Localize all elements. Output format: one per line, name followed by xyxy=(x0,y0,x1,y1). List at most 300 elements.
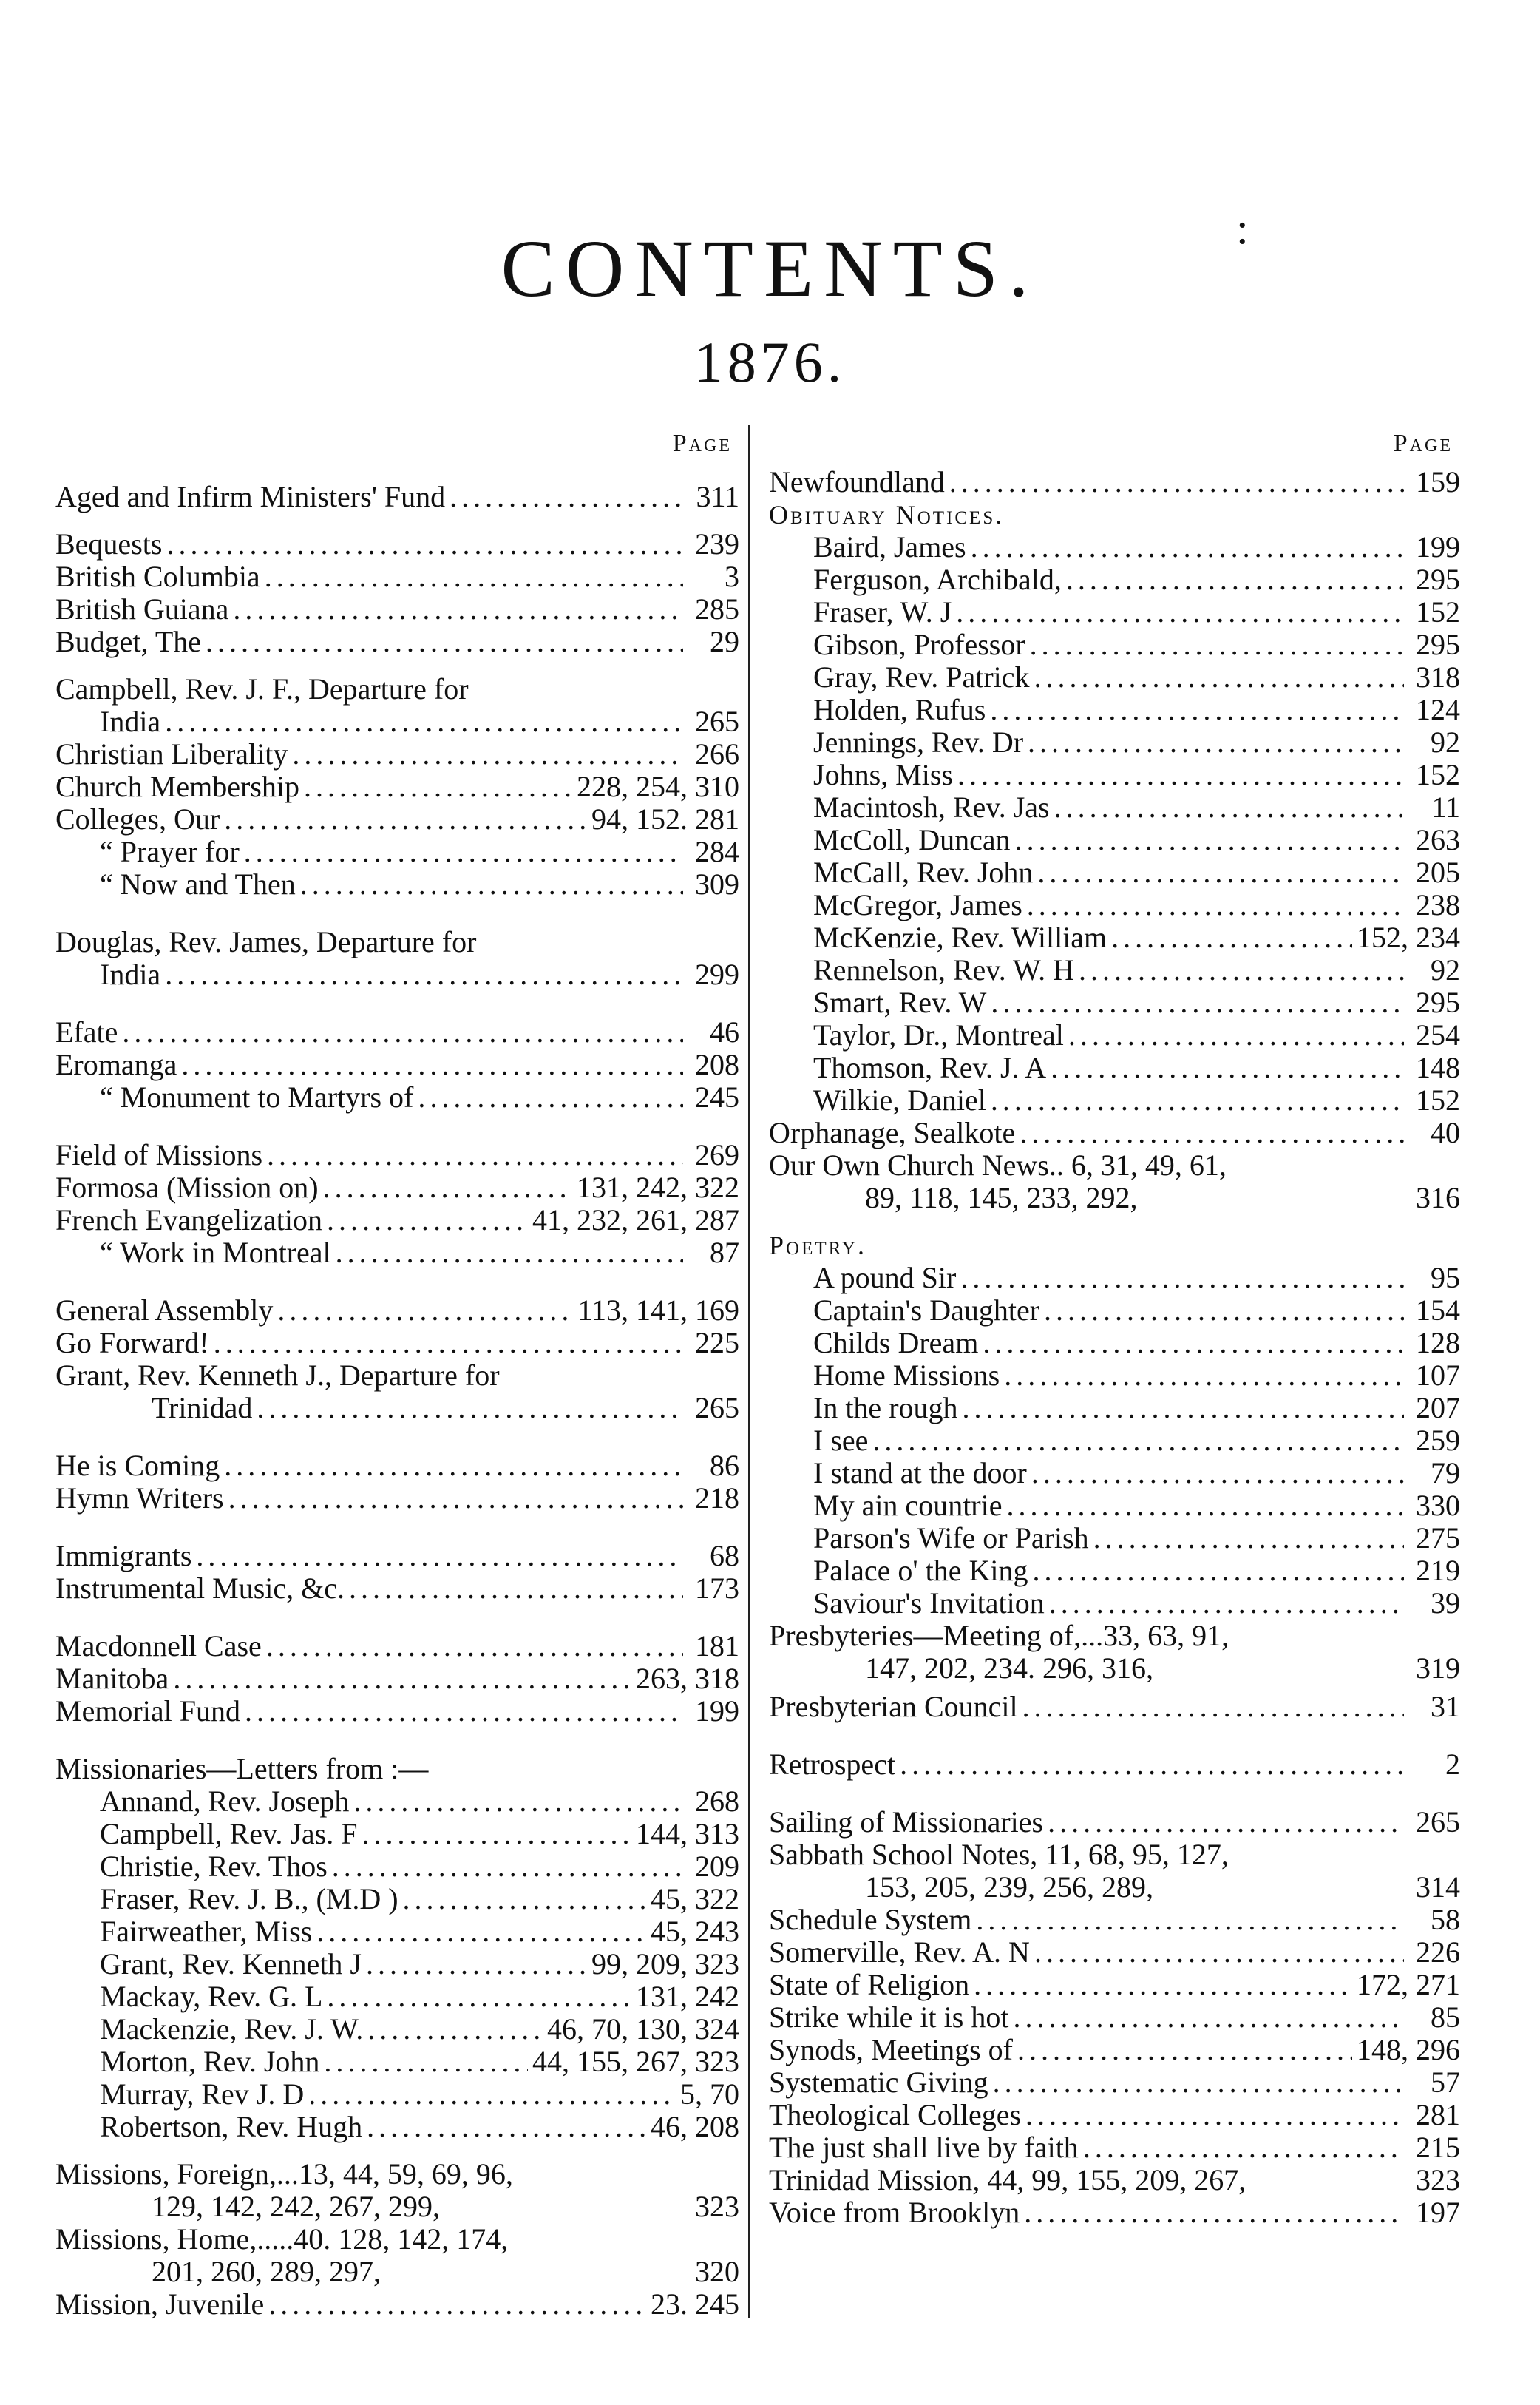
index-entry xyxy=(769,1748,1460,1781)
entry-page-numbers: 40 xyxy=(1431,1116,1460,1149)
dot-leader xyxy=(366,1948,587,1981)
entry-title: Presbyterian Council xyxy=(769,1690,1018,1723)
dot-leader xyxy=(900,1748,1404,1781)
index-entry xyxy=(55,2111,739,2143)
entry-title: “ Now and Then xyxy=(100,867,296,901)
entry-page-numbers: 68 xyxy=(710,1539,739,1572)
dot-leader xyxy=(963,1392,1404,1424)
dot-leader xyxy=(1049,1587,1404,1620)
entry-page-numbers: 311 xyxy=(696,480,739,513)
entry-page-numbers: 320 xyxy=(695,2255,739,2288)
entry-title: India xyxy=(100,958,161,991)
entry-page-numbers: 239 xyxy=(695,527,739,561)
entry-page-numbers: 154 xyxy=(1416,1293,1460,1327)
index-entry xyxy=(55,1237,739,1269)
entry-title: General Assembly xyxy=(55,1293,274,1327)
index-entry xyxy=(769,1327,1460,1359)
entry-title: Obituary Notices. xyxy=(769,500,1005,530)
entry-title: Morton, Rev. John xyxy=(100,2045,320,2078)
dot-leader xyxy=(971,531,1404,564)
dot-leader xyxy=(224,803,587,836)
entry-title: Johns, Miss xyxy=(813,758,953,791)
entry-title: Robertson, Rev. Hugh xyxy=(100,2110,363,2143)
entry-page-numbers: 197 xyxy=(1416,2196,1460,2229)
entry-title: French Evangelization xyxy=(55,1203,322,1237)
dot-leader xyxy=(165,706,683,738)
spacer xyxy=(55,513,739,528)
entry-title: Douglas, Rev. James, Departure for xyxy=(55,925,477,958)
entry-page-numbers: 265 xyxy=(695,1391,739,1424)
index-entry xyxy=(769,1691,1460,1723)
entry-title: Murray, Rev J. D xyxy=(100,2077,305,2111)
dot-leader xyxy=(957,759,1404,791)
entry-title: Saviour's Invitation xyxy=(813,1586,1045,1620)
entry-page-numbers: 172, 271 xyxy=(1357,1968,1460,2001)
entry-page-numbers: 238 xyxy=(1416,888,1460,921)
index-entry xyxy=(55,2288,739,2321)
entry-title: Theological Colleges xyxy=(769,2098,1022,2131)
entry-title: Campbell, Rev. J. F., Departure for xyxy=(55,672,469,706)
entry-page-numbers: 225 xyxy=(695,1326,739,1359)
dot-leader xyxy=(323,1171,572,1204)
dot-leader xyxy=(1013,2001,1404,2034)
spacer xyxy=(55,991,739,1016)
entry-page-numbers: 218 xyxy=(695,1481,739,1515)
entry-page-numbers: 113, 141, 169 xyxy=(577,1293,739,1327)
entry-page-numbers: 295 xyxy=(1416,563,1460,596)
index-entry xyxy=(769,1084,1460,1117)
index-entry xyxy=(769,1839,1460,1871)
entry-title: Campbell, Rev. Jas. F xyxy=(100,1817,358,1850)
dot-leader xyxy=(1034,1936,1404,1969)
dot-leader xyxy=(991,987,1404,1019)
index-entry xyxy=(769,2001,1460,2034)
dot-leader xyxy=(1028,726,1404,759)
index-entry xyxy=(55,926,739,958)
entry-title: 129, 142, 242, 267, 299, xyxy=(152,2190,440,2223)
entry-page-numbers: 29 xyxy=(710,625,739,658)
dot-leader xyxy=(224,1450,683,1482)
entry-title: A pound Sir xyxy=(813,1261,957,1294)
left-entries xyxy=(55,466,739,2321)
dot-leader xyxy=(1032,1555,1404,1587)
entry-page-numbers: 323 xyxy=(695,2190,739,2223)
index-entry xyxy=(55,1139,739,1171)
spacer xyxy=(55,1605,739,1630)
index-entry xyxy=(769,629,1460,661)
dot-leader xyxy=(257,1392,683,1424)
index-entry xyxy=(769,2196,1460,2229)
entry-title: Orphanage, Sealkote xyxy=(769,1116,1016,1149)
dot-leader xyxy=(1111,921,1352,954)
entry-page-numbers: 215 xyxy=(1416,2131,1460,2164)
entry-title: Bequests xyxy=(55,527,163,561)
dot-leader xyxy=(308,2078,676,2111)
dot-leader xyxy=(1020,1117,1404,1149)
index-entry xyxy=(55,1049,739,1081)
index-entry xyxy=(769,759,1460,791)
dot-leader xyxy=(418,1081,683,1114)
entry-page-numbers: 107 xyxy=(1416,1359,1460,1392)
dot-leader xyxy=(244,836,683,868)
entry-page-numbers: 207 xyxy=(1416,1391,1460,1424)
index-entry xyxy=(55,1450,739,1482)
entry-title: Presbyteries—Meeting of,...33, 63, 91, xyxy=(769,1619,1229,1652)
index-entry xyxy=(769,1262,1460,1294)
index-entry xyxy=(55,2046,739,2078)
entry-page-numbers: 152, 234 xyxy=(1357,921,1460,954)
index-entry xyxy=(769,1182,1460,1214)
entry-title: Macintosh, Rev. Jas xyxy=(813,791,1050,824)
entry-page-numbers: 316 xyxy=(1416,1181,1460,1214)
entry-title: In the rough xyxy=(813,1391,958,1424)
dot-leader xyxy=(960,1262,1404,1294)
dot-leader xyxy=(166,528,683,561)
entry-title: Immigrants xyxy=(55,1539,192,1572)
entry-title: The just shall live by faith xyxy=(769,2131,1079,2164)
entry-page-numbers: 318 xyxy=(1416,660,1460,694)
entry-page-numbers: 269 xyxy=(695,1138,739,1171)
dot-leader xyxy=(206,626,683,658)
index-entry xyxy=(55,1540,739,1572)
index-entry xyxy=(769,1019,1460,1052)
index-entry xyxy=(769,564,1460,596)
index-entry xyxy=(769,1392,1460,1424)
dot-leader xyxy=(974,1969,1352,2001)
entry-page-numbers: 131, 242 xyxy=(636,1980,739,2013)
entry-title: Memorial Fund xyxy=(55,1694,240,1728)
dot-leader xyxy=(353,1785,683,1818)
entry-page-numbers: 87 xyxy=(710,1236,739,1269)
stray-mark: : xyxy=(1236,204,1249,253)
dot-leader xyxy=(1079,954,1404,987)
entry-title: State of Religion xyxy=(769,1968,970,2001)
index-entry xyxy=(55,1630,739,1662)
index-entry xyxy=(769,1457,1460,1489)
entry-page-numbers: 11 xyxy=(1431,791,1460,824)
left-column xyxy=(55,422,739,2321)
entry-page-numbers: 57 xyxy=(1431,2066,1460,2099)
dot-leader xyxy=(332,1850,683,1883)
index-entry xyxy=(769,889,1460,921)
index-entry xyxy=(55,1359,739,1392)
index-entry xyxy=(769,824,1460,856)
entry-page-numbers: 199 xyxy=(1416,530,1460,564)
index-entry xyxy=(769,1522,1460,1555)
dot-leader xyxy=(268,2288,646,2321)
entry-title: Eromanga xyxy=(55,1048,177,1081)
entry-page-numbers: 309 xyxy=(695,867,739,901)
page-title: CONTENTS. xyxy=(501,223,1039,314)
index-entry xyxy=(55,481,739,513)
page-column-label: Page xyxy=(1393,430,1453,457)
index-entry xyxy=(769,661,1460,694)
entry-page-numbers: 144, 313 xyxy=(636,1817,739,1850)
index-entry xyxy=(55,1785,739,1818)
entry-page-numbers: 58 xyxy=(1431,1903,1460,1936)
entry-title: Schedule System xyxy=(769,1903,972,1936)
spacer xyxy=(769,1723,1460,1748)
right-column xyxy=(769,422,1460,2229)
entry-title: Synods, Meetings of xyxy=(769,2033,1013,2066)
entry-page-numbers: 148, 296 xyxy=(1357,2033,1460,2066)
dot-leader xyxy=(1083,2131,1404,2164)
entry-title: Formosa (Mission on) xyxy=(55,1171,319,1204)
entry-page-numbers: 92 xyxy=(1431,953,1460,987)
index-entry xyxy=(55,738,739,771)
index-entry xyxy=(769,466,1460,498)
dot-leader xyxy=(1066,564,1404,596)
entry-page-numbers: 181 xyxy=(695,1629,739,1662)
entry-title: Christie, Rev. Thos xyxy=(100,1850,328,1883)
entry-title: Macdonnell Case xyxy=(55,1629,262,1662)
entry-page-numbers: 46, 70, 130, 324 xyxy=(547,2012,739,2046)
entry-title: Christian Liberality xyxy=(55,737,288,771)
entry-title: “ Prayer for xyxy=(100,835,240,868)
index-entry xyxy=(55,2223,739,2256)
dot-leader xyxy=(1030,629,1404,661)
dot-leader xyxy=(304,771,572,803)
entry-title: Field of Missions xyxy=(55,1138,263,1171)
entry-title: Captain's Daughter xyxy=(813,1293,1040,1327)
entry-title: Retrospect xyxy=(769,1748,896,1781)
index-entry xyxy=(55,1753,739,1785)
entry-page-numbers: 148 xyxy=(1416,1051,1460,1084)
index-entry xyxy=(55,868,739,901)
dot-leader xyxy=(1048,1806,1404,1839)
entry-title: Fraser, W. J xyxy=(813,595,952,629)
entry-page-numbers: 128 xyxy=(1416,1326,1460,1359)
entry-title: Smart, Rev. W xyxy=(813,986,987,1019)
dot-leader xyxy=(292,738,683,771)
dot-leader xyxy=(1031,1457,1404,1489)
index-entry xyxy=(55,803,739,836)
dot-leader xyxy=(976,1904,1404,1936)
index-entry xyxy=(55,561,739,593)
index-entry xyxy=(55,1818,739,1850)
entry-page-numbers: 209 xyxy=(695,1850,739,1883)
entry-page-numbers: 44, 155, 267, 323 xyxy=(532,2045,739,2078)
index-entry xyxy=(769,856,1460,889)
entry-title: Aged and Infirm Ministers' Fund xyxy=(55,480,446,513)
entry-title: Childs Dream xyxy=(813,1326,979,1359)
entry-title: Hymn Writers xyxy=(55,1481,224,1515)
entry-title: Grant, Rev. Kenneth J xyxy=(100,1947,362,1981)
entry-page-numbers: 281 xyxy=(1416,2098,1460,2131)
entry-page-numbers: 45, 243 xyxy=(651,1915,739,1948)
entry-page-numbers: 86 xyxy=(710,1449,739,1482)
index-entry xyxy=(55,1915,739,1948)
entry-title: Annand, Rev. Joseph xyxy=(100,1785,350,1818)
entry-page-numbers: 323 xyxy=(1416,2163,1460,2196)
entry-title: 89, 118, 145, 233, 292, xyxy=(865,1181,1138,1214)
entry-title: Poetry. xyxy=(769,1231,866,1260)
dot-leader xyxy=(316,1915,646,1948)
entry-page-numbers: 173 xyxy=(695,1572,739,1605)
index-entry xyxy=(55,626,739,658)
index-entry xyxy=(769,1936,1460,1969)
index-entry xyxy=(769,1052,1460,1084)
index-entry xyxy=(769,2164,1460,2196)
dot-leader xyxy=(1024,2196,1404,2229)
entry-page-numbers: 45, 322 xyxy=(651,1882,739,1915)
dot-leader xyxy=(983,1327,1404,1359)
entry-page-numbers: 263, 318 xyxy=(636,1662,739,1695)
entry-title: Jennings, Rev. Dr xyxy=(813,725,1024,759)
section-heading xyxy=(769,1229,1460,1262)
entry-page-numbers: 5, 70 xyxy=(680,2077,739,2111)
dot-leader xyxy=(228,1482,683,1515)
entry-title: Instrumental Music, &c. xyxy=(55,1572,345,1605)
index-entry xyxy=(769,1904,1460,1936)
entry-title: Ferguson, Archibald, xyxy=(813,563,1062,596)
index-entry xyxy=(55,1294,739,1327)
index-entry xyxy=(55,1016,739,1049)
entry-title: 201, 260, 289, 297, xyxy=(152,2255,381,2288)
dot-leader xyxy=(993,2066,1404,2099)
index-entry xyxy=(769,1620,1460,1652)
entry-title: He is Coming xyxy=(55,1449,220,1482)
dot-leader xyxy=(403,1883,646,1915)
index-entry xyxy=(55,593,739,626)
spacer xyxy=(55,1515,739,1540)
entry-title: Mission, Juvenile xyxy=(55,2287,265,2321)
section-heading xyxy=(769,498,1460,531)
entry-page-numbers: 95 xyxy=(1431,1261,1460,1294)
entry-title: “ Monument to Martyrs of xyxy=(100,1080,414,1114)
dot-leader xyxy=(1027,889,1404,921)
index-entry xyxy=(55,1327,739,1359)
entry-title: Trinidad Mission, 44, 99, 155, 209, 267, xyxy=(769,2163,1246,2196)
index-entry xyxy=(769,1117,1460,1149)
entry-page-numbers: 295 xyxy=(1416,628,1460,661)
entry-title: Manitoba xyxy=(55,1662,169,1695)
dot-leader xyxy=(367,2111,646,2143)
entry-page-numbers: 208 xyxy=(695,1048,739,1081)
entry-title: Holden, Rufus xyxy=(813,693,986,726)
entry-page-numbers: 284 xyxy=(695,835,739,868)
dot-leader xyxy=(165,958,683,991)
spacer xyxy=(769,1214,1460,1229)
index-entry xyxy=(55,2013,739,2046)
dot-leader xyxy=(327,1204,528,1237)
entry-page-numbers: 265 xyxy=(1416,1805,1460,1839)
entry-page-numbers: 245 xyxy=(695,1080,739,1114)
index-entry xyxy=(769,1489,1460,1522)
index-entry xyxy=(769,1871,1460,1904)
index-entry xyxy=(769,987,1460,1019)
entry-page-numbers: 275 xyxy=(1416,1521,1460,1555)
index-entry xyxy=(55,2256,739,2288)
entry-title: Fairweather, Miss xyxy=(100,1915,313,1948)
dot-leader xyxy=(1068,1019,1404,1052)
index-entry xyxy=(55,706,739,738)
index-entry xyxy=(55,528,739,561)
entry-title: I stand at the door xyxy=(813,1456,1027,1489)
column-divider xyxy=(748,425,750,2318)
index-entry xyxy=(769,726,1460,759)
dot-leader xyxy=(233,593,683,626)
entry-page-numbers: 314 xyxy=(1416,1870,1460,1904)
index-entry xyxy=(55,1392,739,1424)
spacer xyxy=(55,1114,739,1139)
spacer xyxy=(55,2143,739,2158)
index-entry xyxy=(769,694,1460,726)
dot-leader xyxy=(267,1139,683,1171)
entry-title: “ Work in Montreal xyxy=(100,1236,331,1269)
entry-title: Voice from Brooklyn xyxy=(769,2196,1020,2229)
dot-leader xyxy=(245,1695,683,1728)
entry-page-numbers: 79 xyxy=(1431,1456,1460,1489)
index-entry xyxy=(769,921,1460,954)
entry-title: I see xyxy=(813,1424,869,1457)
entry-page-numbers: 268 xyxy=(695,1785,739,1818)
dot-leader xyxy=(1034,661,1405,694)
dot-leader xyxy=(1054,791,1404,824)
entry-page-numbers: 152 xyxy=(1416,1083,1460,1117)
dot-leader xyxy=(1015,824,1404,856)
entry-title: British Guiana xyxy=(55,592,229,626)
entry-page-numbers: 263 xyxy=(1416,823,1460,856)
entry-page-numbers: 46, 208 xyxy=(651,2110,739,2143)
entry-page-numbers: 131, 242, 322 xyxy=(577,1171,739,1204)
index-entry xyxy=(55,1883,739,1915)
entry-title: Missions, Foreign,...13, 44, 59, 69, 96, xyxy=(55,2157,513,2191)
year-heading: 1876. xyxy=(693,330,847,394)
entry-title: Grant, Rev. Kenneth J., Departure for xyxy=(55,1359,500,1392)
entry-page-numbers: 259 xyxy=(1416,1424,1460,1457)
dot-leader xyxy=(1022,1691,1404,1723)
entry-page-numbers: 266 xyxy=(695,737,739,771)
entry-page-numbers: 2 xyxy=(1445,1748,1460,1781)
entry-title: Thomson, Rev. J. A xyxy=(813,1051,1047,1084)
dot-leader xyxy=(173,1662,631,1695)
dot-leader xyxy=(1044,1294,1404,1327)
dot-leader xyxy=(300,868,683,901)
dot-leader xyxy=(1007,1489,1405,1522)
entry-page-numbers: 124 xyxy=(1416,693,1460,726)
entry-title: Church Membership xyxy=(55,770,299,803)
entry-page-numbers: 92 xyxy=(1431,725,1460,759)
entry-page-numbers: 330 xyxy=(1416,1489,1460,1522)
index-entry xyxy=(55,836,739,868)
index-entry xyxy=(769,1555,1460,1587)
index-entry xyxy=(769,1424,1460,1457)
index-entry xyxy=(769,1149,1460,1182)
entry-title: Missions, Home,.....40. 128, 142, 174, xyxy=(55,2222,509,2256)
entry-title: Rennelson, Rev. W. H xyxy=(813,953,1074,987)
entry-title: Budget, The xyxy=(55,625,202,658)
entry-title: McCall, Rev. John xyxy=(813,856,1034,889)
entry-title: Somerville, Rev. A. N xyxy=(769,1935,1030,1969)
entry-page-numbers: 46 xyxy=(710,1015,739,1049)
dot-leader xyxy=(872,1424,1404,1457)
index-entry xyxy=(55,673,739,706)
spacer xyxy=(55,466,739,481)
entry-title: McKenzie, Rev. William xyxy=(813,921,1107,954)
dot-leader xyxy=(1093,1522,1404,1555)
entry-page-numbers: 152 xyxy=(1416,595,1460,629)
entry-title: Go Forward! xyxy=(55,1326,209,1359)
dot-leader xyxy=(349,1572,683,1605)
index-entry xyxy=(55,2191,739,2223)
entry-page-numbers: 41, 232, 261, 287 xyxy=(532,1203,739,1237)
index-entry xyxy=(769,2131,1460,2164)
entry-title: Parson's Wife or Parish xyxy=(813,1521,1089,1555)
entry-title: Gibson, Professor xyxy=(813,628,1025,661)
entry-page-numbers: 295 xyxy=(1416,986,1460,1019)
entry-page-numbers: 39 xyxy=(1431,1586,1460,1620)
